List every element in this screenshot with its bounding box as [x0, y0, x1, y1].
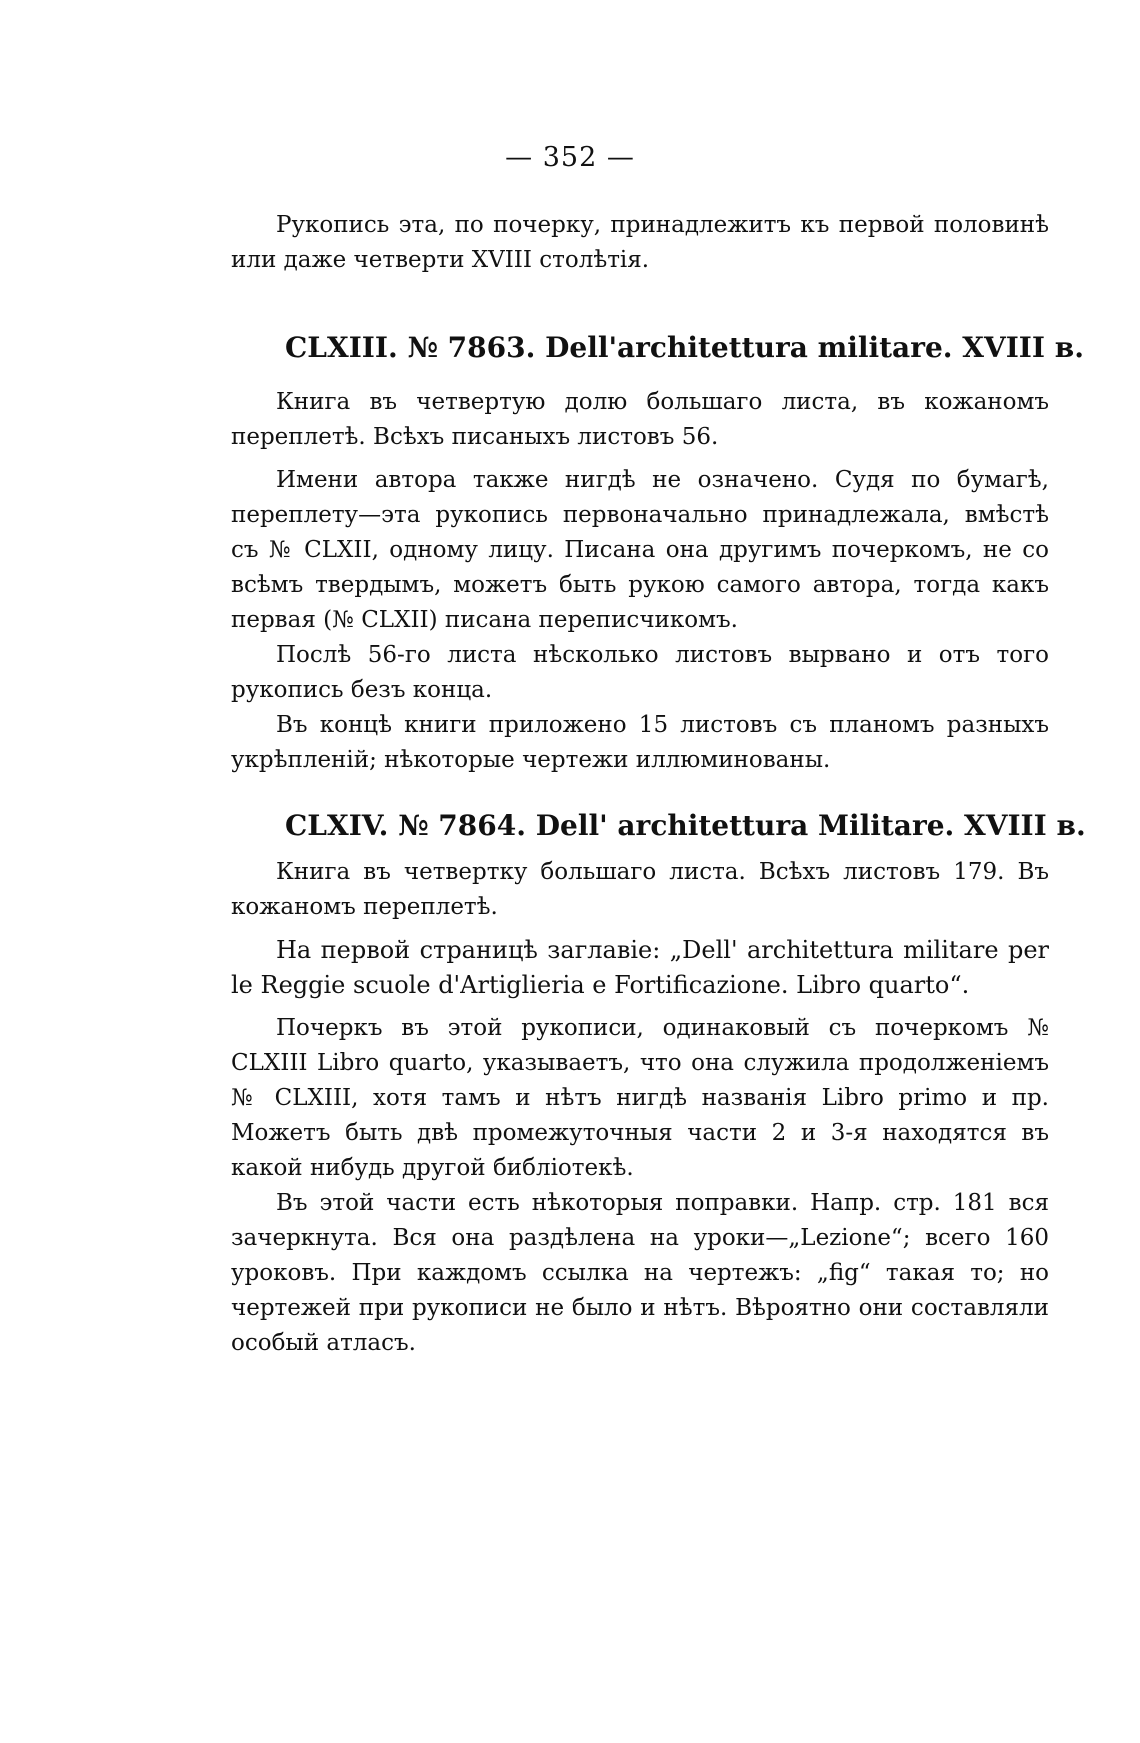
entry-heading-clxiii: CLXIII. № 7863. Dell'architettura militare. XVIII в.: [285, 331, 1084, 364]
entry-paragraph: Книга въ четвертку большаго листа. Всѣхъ листовъ 179. Въ кожаномъ переплетѣ.: [231, 859, 1049, 920]
intro-paragraph: Рукопись эта, по почерку, принадлежитъ къ первой половинѣ или даже четверти XVIII столѣтія.: [231, 212, 1049, 273]
entry-paragraph: Почеркъ въ этой рукописи, одинаковый съ почеркомъ № CLXIII Libro quarto, указываетъ, что она служила продолженіемъ № CLXIII, хотя тамъ и нѣтъ нигдѣ названія Libro primo и пр. Можетъ быть двѣ промежуточныя части 2 и 3-я находятся въ какой нибудь другой библіотекѣ.: [231, 1015, 1049, 1181]
entry-paragraph: Въ концѣ книги приложено 15 листовъ съ планомъ разныхъ укрѣпленій; нѣкоторые чертежи иллюминованы.: [231, 712, 1049, 773]
entry-paragraph: Послѣ 56-го листа нѣсколько листовъ вырвано и отъ того рукопись безъ конца.: [231, 642, 1049, 703]
entry-body-clxiii: [231, 385, 1049, 778]
entry-paragraph: На первой страницѣ заглавіе: „Dell' architettura militare per le Reggie scuole d'Artiglieria e Fortificazione. Libro quarto“.: [231, 936, 1049, 999]
page-number: — 352 —: [505, 142, 635, 173]
entry-paragraph: Книга въ четвертую долю большаго листа, въ кожаномъ переплетѣ. Всѣхъ писаныхъ листовъ 56.: [231, 389, 1049, 450]
entry-body-clxiv: [231, 855, 1049, 1361]
intro-paragraph-block: [231, 208, 1049, 278]
entry-heading-clxiv: CLXIV. № 7864. Dell' architettura Militare. XVIII в.: [285, 809, 1086, 842]
entry-paragraph: Въ этой части есть нѣкоторыя поправки. Напр. стр. 181 вся зачеркнута. Вся она раздѣлена на уроки—„Lezione“; всего 160 уроковъ. При каждомъ ссылка на чертежъ: „fig“ такая то; но чертежей при рукописи не было и нѣтъ. Вѣроятно они составляли особый атласъ.: [231, 1190, 1049, 1356]
entry-paragraph: Имени автора также нигдѣ не означено. Судя по бумагѣ, переплету—эта рукопись первоначально принадлежала, вмѣстѣ съ № CLXII, одному лицу. Писана она другимъ почеркомъ, не со всѣмъ твердымъ, можетъ быть рукою самого автора, тогда какъ первая (№ CLXII) писана переписчикомъ.: [231, 467, 1049, 633]
